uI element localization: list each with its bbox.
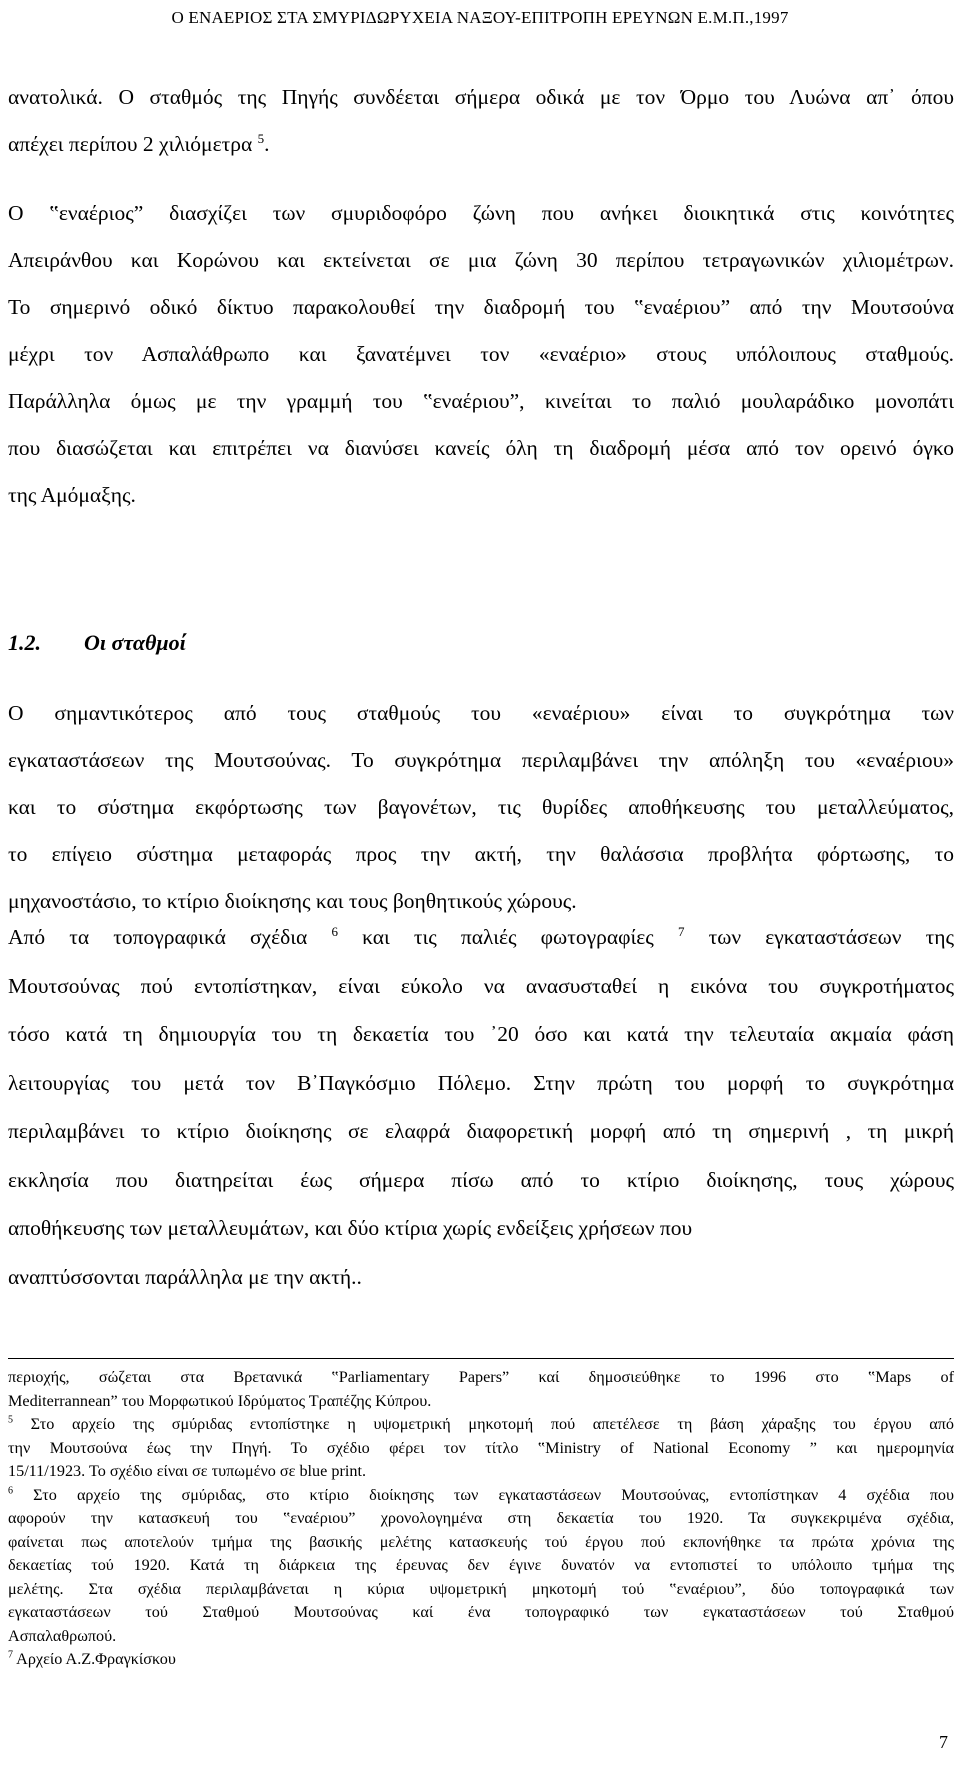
footnote-line: Ασπαλαθρωπού.: [8, 1626, 117, 1645]
footnote-ref-6[interactable]: 6: [331, 923, 338, 939]
text-line: Ο ‟εναέριος” διασχίζει των σμυριδοφόρο ζώνη που ανήκει διοικητικά στις κοινότητες: [8, 201, 954, 225]
text-line: Απειράνθου και Κορώνου και εκτείνεται σε μια ζώνη 30 περίπου τετραγωνικών χιλιομέτρων.: [8, 248, 954, 272]
text-fragment: των εγκαταστάσεων της: [708, 925, 955, 949]
footnote-ref-5[interactable]: 5: [257, 130, 265, 146]
text-line: Ο σημαντικότερος από τους σταθμούς του «εναέριου» είναι το συγκρότημα των: [8, 701, 954, 725]
footnote-7: [8, 1648, 954, 1672]
footnote-line: Mediterrannean” του Μορφωτικού Ιδρύματος Τραπέζης Κύπρου.: [8, 1391, 432, 1410]
text-line: εγκαταστάσεων της Μουτσούνας. Το συγκρότημα περιλαμβάνει την απόληξη του «εναέριου»: [8, 748, 954, 772]
footnote-line: εγκαταστάσεων τού Σταθμού Μουτσούνας καί ένα τοπογραφικό των εγκαταστάσεων τού Σταθμού: [8, 1603, 954, 1621]
footnote-separator: [8, 1358, 954, 1359]
text-line: μέχρι τον Ασπαλάθρωπο και ξανατέμνει τον «εναέριο» στους υπόλοιπους σταθμούς.: [8, 342, 954, 366]
footnote-line: περιοχής, σώζεται στα Βρετανικά ‟Parliamentary Papers” καί δημοσιεύθηκε το 1996 στο ‟Maps of: [8, 1368, 954, 1386]
text-fragment: .: [264, 132, 270, 156]
footnote-ref-7[interactable]: 7: [677, 923, 685, 939]
section-heading: [8, 630, 186, 656]
page-number: 7: [939, 1732, 948, 1752]
text-line: λειτουργίας του μετά τον Β᾽Παγκόσμιο Πόλεμο. Στην πρώτη του μορφή το συγκρότημα: [8, 1070, 954, 1095]
footnote-mark-6: 6: [8, 1485, 13, 1497]
section-title: Οι σταθμοί: [84, 630, 186, 655]
text-line: το επίγειο σύστημα μεταφοράς προς την ακτή, την θαλάσσια προβλήτα φόρτωσης, το: [8, 842, 954, 866]
text-line: και το σύστημα εκφόρτωσης των βαγονέτων, τις θυρίδες αποθήκευσης του μεταλλεύματος,: [8, 795, 954, 819]
footnote-mark-5: 5: [8, 1414, 13, 1426]
text-fragment: απέχει περίπου 2 χιλιόμετρα: [8, 132, 253, 156]
text-fragment: Αρχείο Α.Ζ.Φραγκίσκου: [16, 1650, 176, 1668]
text-line: Το σημερινό οδικό δίκτυο παρακολουθεί την διαδρομή του ‟εναέριου” από την Μουτσούνα: [8, 295, 954, 319]
footnote-line: μελέτης. Στα σχέδια περιλαμβάνεται η κύρια υψομετρική μηκοτομή τού ‟εναέριου”, δύο τοπογραφικά των: [8, 1579, 954, 1598]
footnote-line: την Μουτσούνα έως την Πηγή. Το σχέδιο φέρει τον τίτλο ‟Ministry of National Economy ” και ημερομηνία: [8, 1438, 954, 1457]
text-line: Παράλληλα όμως με την γραμμή του ‟εναέριου”, κινείται το παλιό μουλαράδικο μονοπάτι: [8, 389, 954, 413]
text-line: αποθήκευσης των μεταλλευμάτων, και δύο κτίρια χωρίς ενδείξεις χρήσεων που: [8, 1216, 693, 1240]
text-line: τόσο κατά τη δημιουργία του τη δεκαετία του ᾽20 όσο και κατά την τελευταία ακμαία φάση: [8, 1022, 954, 1046]
section-number: 1.2.: [8, 630, 41, 655]
paragraph-4: [8, 913, 954, 1301]
text-fragment: Στο αρχείο της σμύριδας, στο κτίριο διοίκησης των εγκαταστάσεων Μουτσούνας, εντοπίστηκαν 4 σχέδια που: [33, 1485, 955, 1504]
text-fragment: Στο αρχείο της σμύριδας εντοπίστηκε η υψομετρική μηκοτομή πού απετέλεσε τη βάση χάραξης του έργου από: [30, 1415, 955, 1433]
text-line: εκκλησία που διατηρείται έως σήμερα πίσω από το κτίριο διοίκησης, τους χώρους: [8, 1167, 954, 1192]
footnote-line: δεκαετίας τού 1920. Κατά τη διάρκεια της έρευνας δεν έγινε δυνατόν να εντοπιστεί το υπόλοιπο τμήμα της: [8, 1556, 954, 1574]
paragraph-3: [8, 690, 954, 925]
text-line: ανατολικά. Ο σταθμός της Πηγής συνδέεται σήμερα οδικά με τον Όρμο του Λυώνα απ᾽ όπου: [8, 85, 954, 109]
footnote-line: 15/11/1923. Το σχέδιο είναι σε τυπωμένο σε blue print.: [8, 1462, 367, 1480]
footnotes: [8, 1366, 954, 1672]
text-line: Μουτσούνας πού εντοπίστηκαν, είναι εύκολο να ανασυσταθεί η εικόνα του συγκροτήματος: [8, 973, 954, 998]
paragraph-2: [8, 190, 954, 519]
footnote-mark-7: 7: [8, 1649, 13, 1661]
paragraph-1: [8, 74, 954, 168]
footnote-line: αφορούν την κατασκευή του ‟εναέριου” χρονολογημένα στη δεκαετία του 1920. Τα συγκεκριμένα σχέδια,: [8, 1509, 954, 1527]
text-line: μηχανοστάσιο, το κτίριο διοίκησης και τους βοηθητικούς χώρους.: [8, 889, 577, 913]
footnote-6: [8, 1484, 954, 1508]
text-line: της Αμόμαξης.: [8, 483, 136, 507]
footnote-5: [8, 1413, 954, 1437]
text-fragment: Από τα τοπογραφικά σχέδια: [8, 925, 308, 949]
text-line: που διασώζεται και επιτρέπει να διανύσει κανείς όλη τη διαδρομή μέσα από τον ορεινό όγκο: [8, 436, 954, 460]
text-line: περιλαμβάνει το κτίριο διοίκησης σε ελαφρά διαφορετική μορφή από τη σημερινή , τη μικρή: [8, 1119, 954, 1143]
text-line: [8, 121, 954, 168]
text-fragment: και τις παλιές φωτογραφίες: [362, 925, 654, 949]
text-line: [8, 913, 954, 962]
text-line: αναπτύσσονται παράλληλα με την ακτή..: [8, 1264, 362, 1289]
running-header: Ο ΕΝΑΕΡΙΟΣ ΣΤΑ ΣΜΥΡΙΔΩΡΥΧΕΙΑ ΝΑΞΟΥ-ΕΠΙΤΡΟΠΗ ΕΡΕΥΝΩΝ Ε.Μ.Π.,1997: [171, 8, 789, 27]
footnote-line: φαίνεται πως αποτελούν τμήμα της βασικής μελέτης κατασκευής τού έργου πού εκπονήθηκε τα πρώτα χρόνια της: [8, 1532, 954, 1551]
